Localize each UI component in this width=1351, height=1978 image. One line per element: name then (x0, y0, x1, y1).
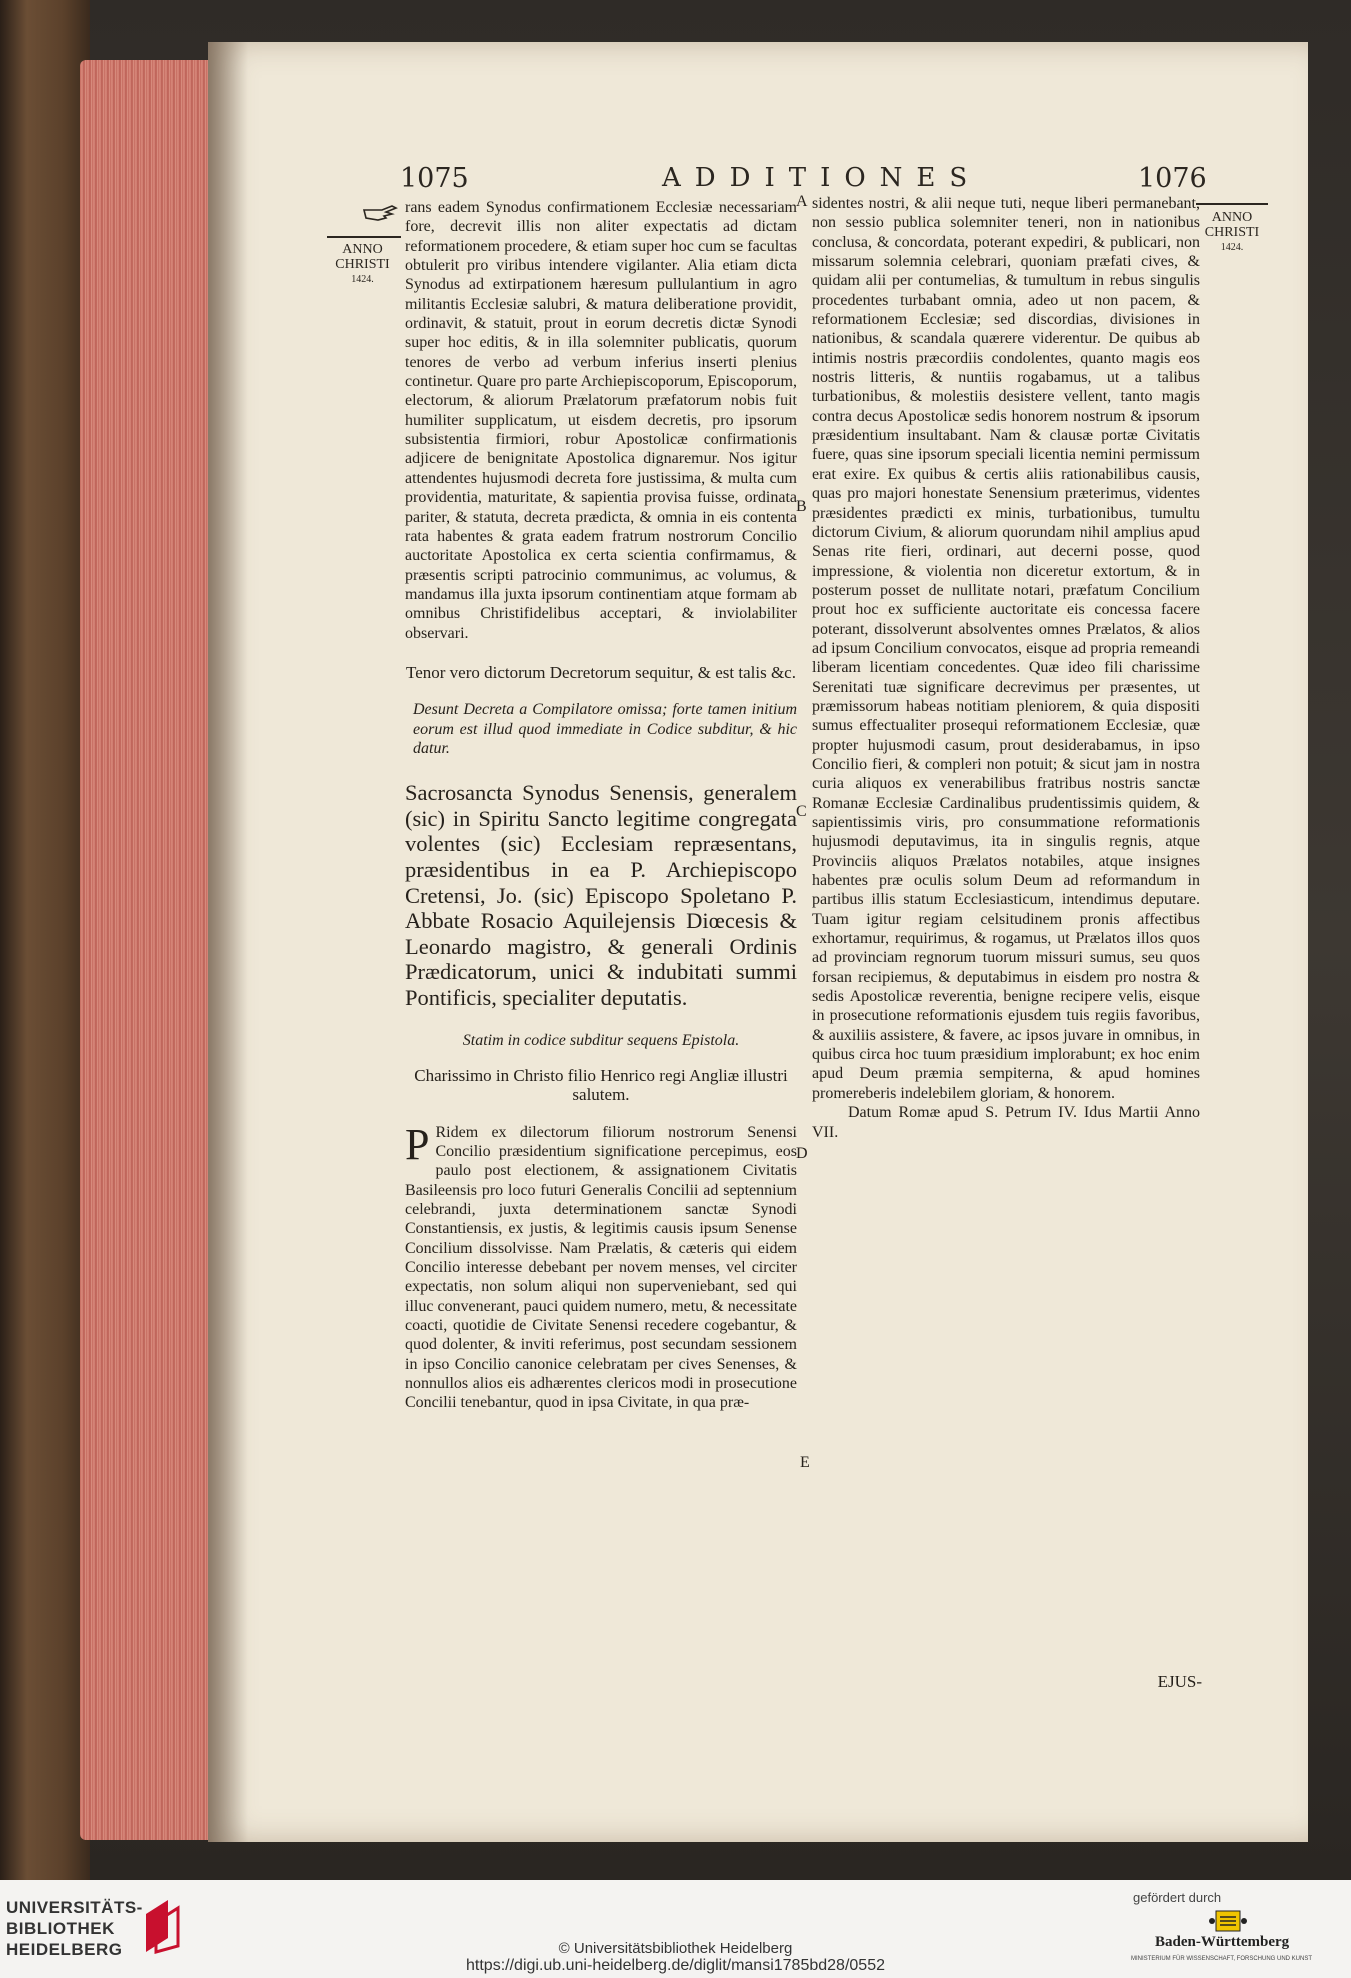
funder-ministry: MINISTERIUM FÜR WISSENSCHAFT, FORSCHUNG UND KUNST (1131, 1956, 1313, 1962)
running-title: ADDITIONES (662, 163, 982, 193)
tenor-line: Tenor vero dictorum Decretorum sequitur, & est talis &c. (406, 662, 796, 682)
section-marker-d: D (796, 1145, 808, 1162)
book-cover (0, 0, 90, 1880)
letter-body (405, 1119, 797, 1413)
section-marker-a: A (796, 193, 808, 210)
margin-anno: ANNO (342, 242, 383, 257)
right-para-1: sidentes nostri, & alii neque tuti, neque liberi permanebant, non sessio publica solemniter teneri, non in nationibus conclusa, & concordata, poterant expediri, & publicari, non missarum solemnia celebrari, quoniam præfati cives, & quidam alii per contumelias, & tumultum in rebus singulis procedentes turbabant omnia, adeo ut non pacem, & reformationem Ecclesiæ; sed discordias, divisiones in nationibus, & scandala quærere viderentur. De quibus ab intimis nostris præcordiis condolentes, quanto magis eos nostris litteris, & nuntiis rogabamus, ut a talibus turbationibus, & molestiis desistere vellent, tanto magis contra decus Apostolicæ sedis honorem nostrum & ipsorum præsidentium insultabant. Nam & clausæ portæ Civitatis fuere, quas sine ipsorum speciali licentia nemini permissum erat exire. Ex quibus & certis aliis rationabilibus causis, quas pro majori honestate Senensium præterimus, videntes præsidentes prædicti ex minis, turbationibus, tumultu dictorum Civium, & aliorum quorundam nihil amplius apud Senas rite fieri, ordinari, aut decerni posse, quod impressione, & violentia non diceretur extortum, & in posterum posset de nullitate notari, præfatum Concilium prout hoc ex sufficiente auctoritate eis concessa facere poterant, dissolverunt absolventes omnes Prælatos, & alios ad ipsum Concilium convocatos, eisque ad propria remeandi liberam licentiam concedentes. Quæ ideo fili charissime Serenitati tuæ significare decrevimus per præsentes, ut præmissorum habeas notitiam pleniorem, & quia dispositi sumus effectualiter prosequi reformationem Ecclesiæ, quæ propter hujusmodi casum, prout desiderabamus, in ipso Concilio fieri, & compleri non potuit; & sicut jam in nostra curia aliquos ex venerabilibus fratribus nostris sanctæ Romanæ Ecclesiæ Cardinalibus prudentissimis quidem, & sapientissimis viris, pro consummatione reformationis hujusmodi deputavimus, ita in singulis regnis, atque Provinciis aliquos Prælatos notabiles, atque insignes habentes præ oculis solum Deum ad reformandum in partibus illis statum Ecclesiasticum, intendimus deputare. Tuam igitur regiam celsitudinem pronis affectibus exhortamur, requirimus, & rogamus, ut Prælatos illos quos ad provinciam regnorum tuorum missuri sumus, seu quos forsan recipiemus, & deputabimus in eisdem pro nostra & sedis Apostolicæ reverentia, benigne recipere velis, eisque in prosecutione reformationis ejusdem tuis regiis favoribus, & auxiliis assistere, & favere, ac ipsos juvare in omnibus, in quibus circa hoc tuum præsidium implorabunt; ex hoc enim apud Deum præmia sempiterna, & apud homines promereberis indelebilem gloriam, & honorem. (812, 195, 1200, 1102)
funded-by-label: gefördert durch (1133, 1890, 1222, 1905)
left-column (405, 198, 797, 1413)
pointing-hand-icon (362, 200, 398, 224)
datum-line: Datum Romæ apud S. Petrum IV. Idus Martii Anno VII. (812, 1104, 1200, 1141)
right-column (812, 194, 1200, 1142)
letter-text: Ridem ex dilectorum filiorum nostrorum Senensi Concilio præsidentium significatione percepimus, eos paulo post electionem, & assignationem Civitatis Basileensis pro loco futuri Generalis Concilii ad septennium celebrandi, juxta determinationem sanctæ Synodi Constantiensis, ex justis, & legitimis causis ipsum Senense Concilium dissolvisse. Nam Prælatis, & cæteris qui eidem Concilio interesse debebant per novem menses, vel circiter expectatis, non solum aliqui non superveniebant, sed qui illuc convenerant, pauci quidem numero, metu, & necessitate coacti, quotidie de Civitate Senensi recedere cogebantur, & quod dolenter, & inviti referimus, post secundam sessionem in ipso Concilio canonice celebratam per cives Senenses, & nonnullos alios eis adhærentes clericos modi in prosecutione Concilii tenebantur, quod in ipsa Civitate, in qua præ- (405, 1123, 797, 1412)
margin-anno: ANNO (1211, 210, 1253, 225)
letter-address: Charissimo in Christo filio Henrico regi Angliæ illustri salutem. (414, 1065, 788, 1105)
left-para-1: rans eadem Synodus confirmationem Ecclesiæ necessariam fore, decrevit illis non aliter expectatis ad dictam reformationem procedere, & etiam super hoc cum se facultas obtulerit pro viribus intendere vigilanter. Alia etiam dicta Synodus ad extirpationem hæresum pullulantium in agro militantis Ecclesiæ salubri, & matura deliberatione providit, ordinavit, & statuit, prout in eorum decretis dictæ Synodi super hoc editis, & in illa solemniter publicatis, quorum tenores de verbo ad verbum inferius inserti plenius continetur. Quare pro parte Archiepiscoporum, Episcoporum, electorum, & aliorum Prælatorum præfatorum nobis fuit humiliter supplicatum, ut eisdem decretis, pro ipsorum subsistentia firmiori, robur Apostolicæ confirmationis adjicere de benignitate Apostolica dignaremur. Nos igitur attendentes hujusmodi decreta fore justissima, & multa cum providentia, maturitate, & sapientia provisa fuisse, ordinata pariter, & statuta, decreta prædicta, & omnia in eis contenta rata habentes & grata eadem fratrum nostrorum Concilio auctoritate Apostolica ex certa scientia confirmamus, & præsentis scripti patrocinio communimus, ac volumus, & mandamus illa juxta ipsorum continentiam atque formam ab omnibus Christifidelibus acceptari, & inviolabiliter observari. (405, 199, 797, 642)
page-number-right: 1076 (1138, 163, 1207, 194)
drop-cap: P (405, 1119, 430, 1169)
margin-rule-right (1196, 203, 1268, 205)
catchword: EJUS- (1157, 1672, 1202, 1691)
margin-year: 1424. (351, 274, 374, 285)
page-number-left: 1075 (400, 163, 469, 194)
margin-christi: CHRISTI (1204, 225, 1260, 240)
section-marker-b: B (796, 498, 807, 515)
page-edges (80, 60, 210, 1840)
desunt-note: Desunt Decreta a Compilatore omissa; forte tamen initium eorum est illud quod immediate in Codice subditur, & hic datur. (413, 701, 797, 757)
section-marker-c: C (796, 803, 807, 820)
funder-name: Baden-Württemberg (1155, 1934, 1290, 1950)
margin-rule-left (327, 236, 401, 238)
logo-line-2: BIBLIOTHEK (6, 1919, 115, 1938)
page-gutter (208, 42, 248, 1842)
coat-of-arms-icon (1208, 1907, 1248, 1935)
margin-note-right (1194, 210, 1270, 255)
statim-note: Statim in codice subditur sequens Epistola. (462, 1031, 740, 1049)
margin-year: 1424. (1220, 242, 1244, 253)
copyright-notice: © Universitätsbibliothek Heidelberg (558, 1940, 793, 1957)
logo-line-1: UNIVERSITÄTS- (6, 1898, 143, 1917)
section-marker-e: E (800, 1454, 810, 1471)
permalink-url[interactable]: https://digi.ub.uni-heidelberg.de/diglit/mansi1785bd28/0552 (466, 1957, 885, 1974)
logo-line-3: HEIDELBERG (6, 1940, 123, 1959)
sacrosancta-para: Sacrosancta Synodus Senensis, generalem (sic) in Spiritu Sancto legitime congregata volentes (sic) Ecclesiam repræsentans, præsidentibus in ea P. Archiepiscopo Cretensi, Jo. (sic) Episcopo Spoletano P. Abbate Rosacio Aquilejensis Diœcesis & Leonardo magistro, & generali Ordinis Prædicatorum, unici & indubitati summi Pontificis, specialiter deputatis. (405, 780, 797, 1011)
margin-note-left (325, 242, 400, 287)
margin-christi: CHRISTI (335, 257, 390, 272)
